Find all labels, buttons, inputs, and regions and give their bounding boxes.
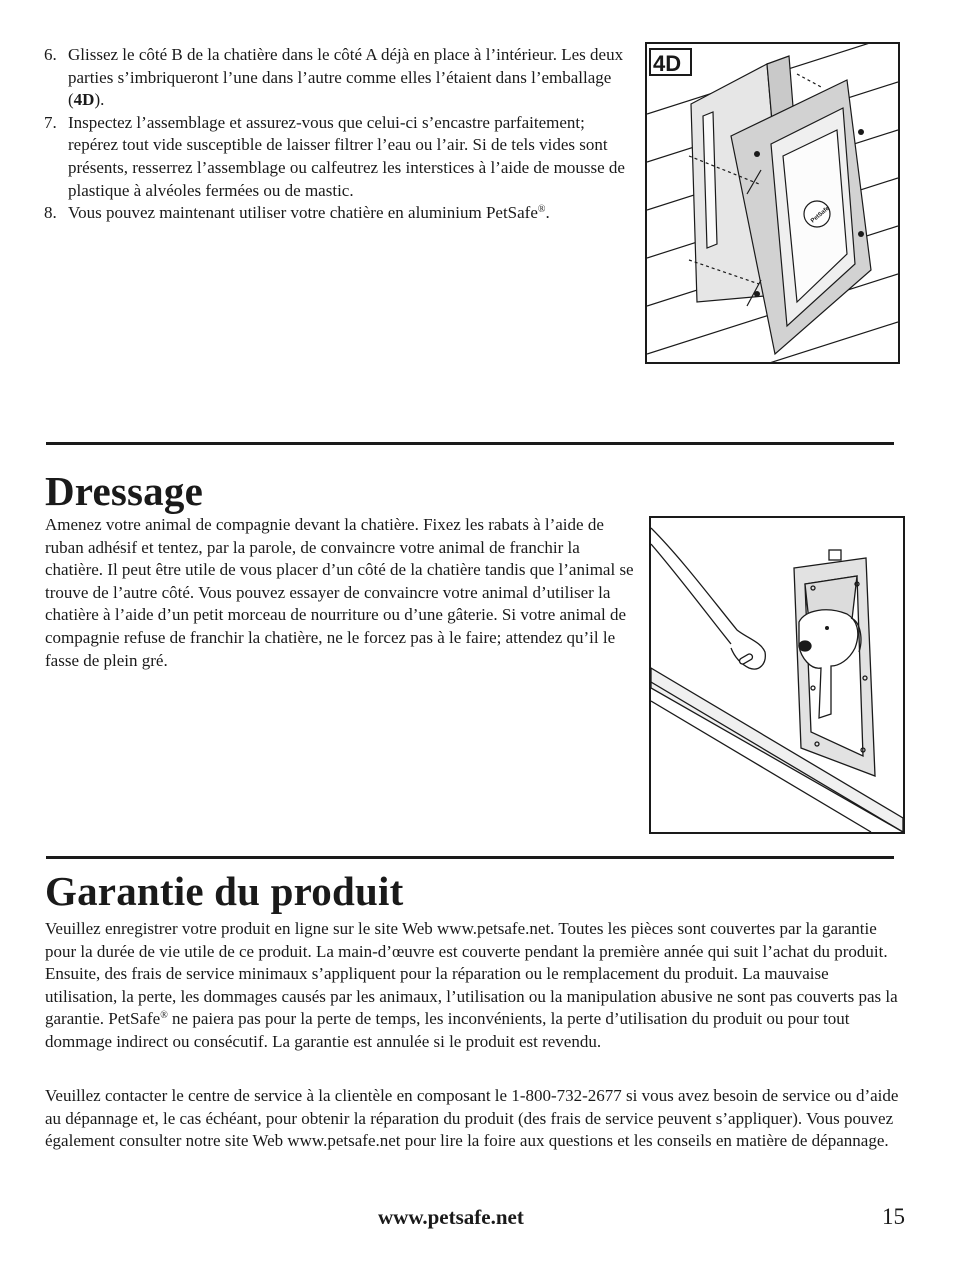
registered-mark: ® (537, 204, 546, 216)
training-heading: Dressage (45, 468, 203, 514)
warranty-paragraph-1 (45, 918, 905, 1054)
training-figure (649, 516, 905, 834)
install-step-6 (44, 44, 634, 112)
page-number: 15 (882, 1204, 905, 1229)
step-text-end: . (545, 203, 550, 223)
warranty-text-end: ne paiera pas pour la perte de temps, les inconvénients, la perte d’utilisation du produit ou pour tout dommage indirect ou consécutif. La garantie est annulée si le produit est revendu. (45, 1009, 850, 1051)
warranty-text: Veuillez enregistrer votre produit en ligne sur le site Web www.petsafe.net. Toutes les pièces sont couvertes par la garantie pour la durée de vie utile de ce produit. La main-d’œuvre est couverte pendant la première année qui suit l’achat du produit. Ensuite, des frais de service minimaux s’appliquent pour la réparation ou le remplacement du produit. La mauvaise utilisation, la perte, les dommages causés par les animaux, l’utilisation ou la manipulation abusive ne sont pas couverts pas la garantie. PetSafe (45, 919, 898, 1029)
section-divider (46, 442, 894, 445)
step-number: 8. (44, 203, 57, 223)
warranty-heading: Garantie du produit (45, 868, 404, 914)
petsafe-logo: PetSafe (810, 205, 831, 225)
install-step-7 (44, 112, 634, 202)
figure-4d (645, 42, 900, 364)
training-paragraph: Amenez votre animal de compagnie devant la chatière. Fixez les rabats à l’aide de ruban adhésif et tentez, par la parole, de convaincre votre animal de franchir la chatière. Il peut être utile de vous placer d’un côté de la chatière tandis que l’animal se trouve de l’autre côté. Vous pouvez essayer de convaincre votre animal d’utiliser la chatière à l’aide d’un petit morceau de nourriture ou d’une gâterie. Si votre animal de compagnie refuse de franchir la chatière, ne le forcez pas à le faire; attendez qu’il le fasse de plein gré. (45, 515, 634, 670)
figure-label: 4D (653, 51, 682, 76)
step-text-end: ). (94, 90, 105, 110)
registered-mark: ® (160, 1010, 168, 1022)
step-text: Vous pouvez maintenant utiliser votre chatière en aluminium PetSafe (68, 203, 538, 223)
dog-training-illustration (651, 518, 903, 832)
install-step-8 (44, 202, 634, 225)
step-text: Inspectez l’assemblage et assurez-vous que celui-ci s’encastre parfaitement; repérez tout vide susceptible de laisser filtrer l’eau ou l’air. Si de tels vides sont présents, resserrez l’assemblage ou calfeutrez les interstices à l’aide de mousse de plastique à alvéoles fermées ou de mastic. (68, 112, 625, 200)
door-assembly-illustration (647, 44, 898, 362)
warranty-paragraph-2: Veuillez contacter le centre de service à la clientèle en composant le 1-800-732-2677 si vous avez besoin de service ou d’aide au dépannage et, le cas échéant, pour obtenir la réparation du produit (des frais de service peuvent s’appliquer). Vous pouvez également consulter notre site Web www.petsafe.net pour lire la foire aux questions et les conseils en matière de dépannage. (45, 1086, 899, 1151)
step-number: 7. (44, 112, 57, 132)
install-steps-list (44, 44, 634, 225)
figure-ref: 4D (73, 90, 95, 110)
step-number: 6. (44, 45, 57, 64)
footer-url: www.petsafe.net (378, 1205, 524, 1229)
step-text: Glissez le côté B de la chatière dans le côté A déjà en place à l’intérieur. Les deux parties s’imbriqueront l’une dans l’autre comme elles l’étaient dans l’emballage ( (68, 45, 624, 110)
section-divider (46, 856, 894, 859)
